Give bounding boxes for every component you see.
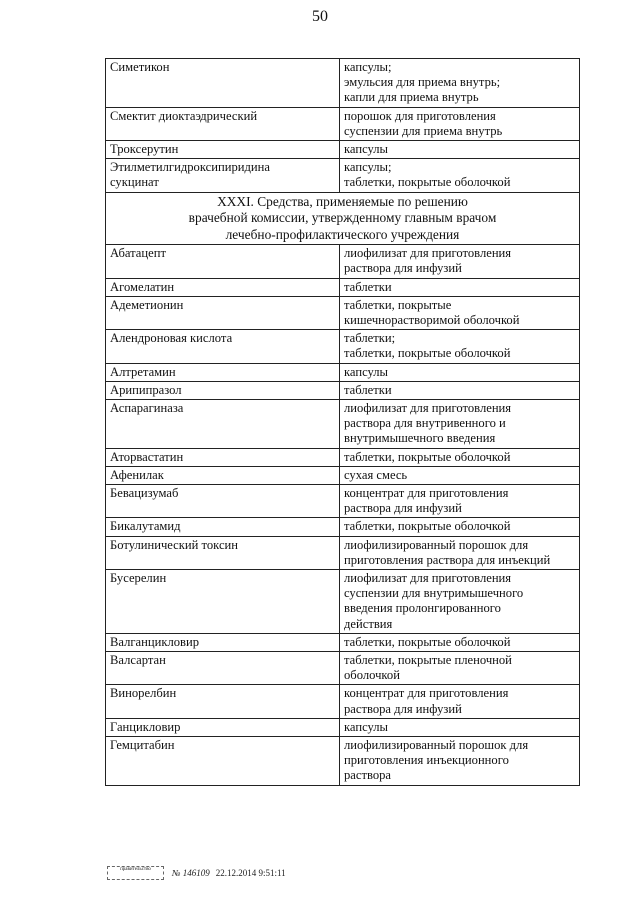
- cell-line: капсулы: [344, 364, 389, 379]
- cell-line: Агомелатин: [110, 279, 175, 294]
- cell-line: Афенилак: [110, 467, 164, 482]
- cell-line: Алтретамин: [110, 364, 176, 379]
- table-row: [106, 536, 580, 569]
- cell-line: концентрат для приготовления: [344, 485, 509, 500]
- dosage-form-cell: [340, 159, 580, 192]
- dosage-form-cell: [340, 484, 580, 517]
- dosage-form-cell: [340, 652, 580, 685]
- cell-line: капсулы;: [344, 160, 392, 175]
- cell-line: таблетки, покрытые оболочкой: [344, 634, 511, 649]
- dosage-form-cell: [340, 737, 580, 786]
- drug-name-cell: [106, 685, 340, 718]
- cell-line: порошок для приготовления: [344, 108, 496, 123]
- table-row: [106, 381, 580, 399]
- cell-line: таблетки: [344, 279, 392, 294]
- cell-line: таблетки, покрытые оболочкой: [344, 346, 511, 361]
- cell-line: действия: [344, 616, 393, 631]
- table-row: [106, 518, 580, 536]
- drug-name-cell: [106, 484, 340, 517]
- drug-name-cell: [106, 330, 340, 363]
- dosage-form-cell: [340, 141, 580, 159]
- page-number: 50: [312, 8, 328, 25]
- table-row: [106, 330, 580, 363]
- cell-line: таблетки, покрытые оболочкой: [344, 449, 511, 464]
- cell-line: Смектит диоктаэдрический: [110, 108, 258, 123]
- drug-name-cell: [106, 448, 340, 466]
- dosage-form-cell: [340, 633, 580, 651]
- table-row: [106, 363, 580, 381]
- dosage-form-cell: [340, 536, 580, 569]
- drug-name-cell: [106, 399, 340, 448]
- cell-line: Симетикон: [110, 60, 170, 74]
- cell-line: суспензии для внутримышечного: [344, 586, 524, 601]
- cell-line: лиофилизированный порошок для: [344, 537, 529, 552]
- cell-line: раствора для инфузий: [344, 261, 462, 276]
- cell-line: оболочкой: [344, 668, 400, 683]
- drug-name-cell: [106, 278, 340, 296]
- table-row: [106, 59, 580, 108]
- drug-name-cell: [106, 652, 340, 685]
- cell-line: Винорелбин: [110, 686, 177, 701]
- drug-name-cell: [106, 569, 340, 633]
- cell-line: таблетки;: [344, 331, 396, 346]
- cell-line: таблетки: [344, 382, 392, 397]
- table-row: [106, 245, 580, 278]
- dosage-form-cell: [340, 685, 580, 718]
- drug-name-cell: [106, 296, 340, 329]
- document-timestamp: 22.12.2014 9:51:11: [215, 868, 286, 878]
- table-row: [106, 466, 580, 484]
- drug-name-cell: [106, 518, 340, 536]
- cell-line: Аспарагиназа: [110, 400, 184, 415]
- cell-line: концентрат для приготовления: [344, 686, 509, 701]
- table-row: [106, 633, 580, 651]
- footer: [107, 866, 286, 880]
- section-title: [106, 192, 580, 245]
- cell-line: введения пролонгированного: [344, 601, 501, 616]
- drug-name-cell: [106, 141, 340, 159]
- cell-line: Ботулинический токсин: [110, 537, 239, 552]
- cell-line: врачебной комиссии, утвержденному главным врачом: [188, 210, 497, 226]
- cell-line: Абатацепт: [110, 246, 166, 261]
- table-row: [106, 278, 580, 296]
- dosage-form-cell: [340, 330, 580, 363]
- dosage-form-cell: [340, 381, 580, 399]
- table-row: [106, 685, 580, 718]
- medication-table-body: [106, 59, 580, 786]
- drug-name-cell: [106, 59, 340, 108]
- cell-line: Бикалутамид: [110, 519, 181, 534]
- table-row: [106, 718, 580, 736]
- dosage-form-cell: [340, 718, 580, 736]
- cell-line: лиофилизат для приготовления: [344, 400, 512, 415]
- dosage-form-cell: [340, 245, 580, 278]
- dosage-form-cell: [340, 466, 580, 484]
- cell-line: лиофилизированный порошок для: [344, 738, 529, 753]
- table-row: [106, 569, 580, 633]
- cell-line: сукцинат: [110, 175, 159, 190]
- cell-line: Адеметионин: [110, 297, 184, 312]
- dosage-form-cell: [340, 107, 580, 140]
- drug-name-cell: [106, 466, 340, 484]
- dosage-form-cell: [340, 399, 580, 448]
- cell-line: сухая смесь: [344, 467, 408, 482]
- cell-line: Бевацизумаб: [110, 485, 179, 500]
- cell-line: раствора для инфузий: [344, 701, 462, 716]
- drug-name-cell: [106, 718, 340, 736]
- cell-line: Алендроновая кислота: [110, 331, 233, 346]
- cell-line: кишечнорастворимой оболочкой: [344, 312, 520, 327]
- cell-line: лиофилизат для приготовления: [344, 246, 512, 261]
- cell-line: Бусерелин: [110, 570, 167, 585]
- table-row: [106, 448, 580, 466]
- cell-line: эмульсия для приема внутрь;: [344, 75, 501, 90]
- table-row: [106, 484, 580, 517]
- cell-line: Гемцитабин: [110, 738, 175, 753]
- drug-name-cell: [106, 107, 340, 140]
- dosage-form-cell: [340, 363, 580, 381]
- cell-line: Этилметилгидроксипиридина: [110, 160, 270, 175]
- registry-stamp: [107, 866, 164, 880]
- cell-line: капсулы;: [344, 60, 392, 74]
- cell-line: капли для приема внутрь: [344, 90, 479, 105]
- cell-line: внутримышечного введения: [344, 431, 496, 446]
- table-row: [106, 107, 580, 140]
- medication-table: [105, 58, 580, 786]
- cell-line: раствора для внутривенного и: [344, 416, 506, 431]
- cell-line: таблетки, покрытые: [344, 297, 452, 312]
- dosage-form-cell: [340, 278, 580, 296]
- dosage-form-cell: [340, 59, 580, 108]
- cell-line: приготовления инъекционного: [344, 753, 509, 768]
- document-number: № 146109: [172, 868, 210, 878]
- cell-line: Аторвастатин: [110, 449, 184, 464]
- cell-line: таблетки, покрытые оболочкой: [344, 519, 511, 534]
- cell-line: таблетки, покрытые оболочкой: [344, 175, 511, 190]
- drug-name-cell: [106, 159, 340, 192]
- cell-line: Арипипразол: [110, 382, 182, 397]
- cell-line: Валганцикловир: [110, 634, 200, 649]
- drug-name-cell: [106, 363, 340, 381]
- dosage-form-cell: [340, 296, 580, 329]
- dosage-form-cell: [340, 518, 580, 536]
- dosage-form-cell: [340, 448, 580, 466]
- cell-line: Ганцикловир: [110, 719, 181, 734]
- cell-line: капсулы: [344, 142, 389, 157]
- dosage-form-cell: [340, 569, 580, 633]
- table-row: [106, 159, 580, 192]
- drug-name-cell: [106, 536, 340, 569]
- cell-line: раствора для инфузий: [344, 501, 462, 516]
- drug-name-cell: [106, 245, 340, 278]
- drug-name-cell: [106, 737, 340, 786]
- cell-line: суспензии для приема внутрь: [344, 123, 503, 138]
- cell-line: Валсартан: [110, 653, 166, 667]
- table-row: [106, 737, 580, 786]
- cell-line: Троксерутин: [110, 142, 179, 157]
- cell-line: XXXI. Средства, применяемые по решению: [217, 193, 468, 209]
- cell-line: лечебно-профилактического учреждения: [225, 226, 460, 242]
- table-row: [106, 296, 580, 329]
- cell-line: таблетки, покрытые пленочной: [344, 653, 512, 667]
- table-row: [106, 141, 580, 159]
- cell-line: капсулы: [344, 719, 389, 734]
- cell-line: лиофилизат для приготовления: [344, 570, 512, 585]
- cell-line: раствора: [344, 768, 392, 783]
- cell-line: приготовления раствора для инъекций: [344, 552, 551, 567]
- table-row: [106, 399, 580, 448]
- drug-name-cell: [106, 381, 340, 399]
- drug-name-cell: [106, 633, 340, 651]
- stamp-text: правительство: [120, 867, 151, 872]
- table-row: [106, 652, 580, 685]
- section-header-row: [106, 192, 580, 245]
